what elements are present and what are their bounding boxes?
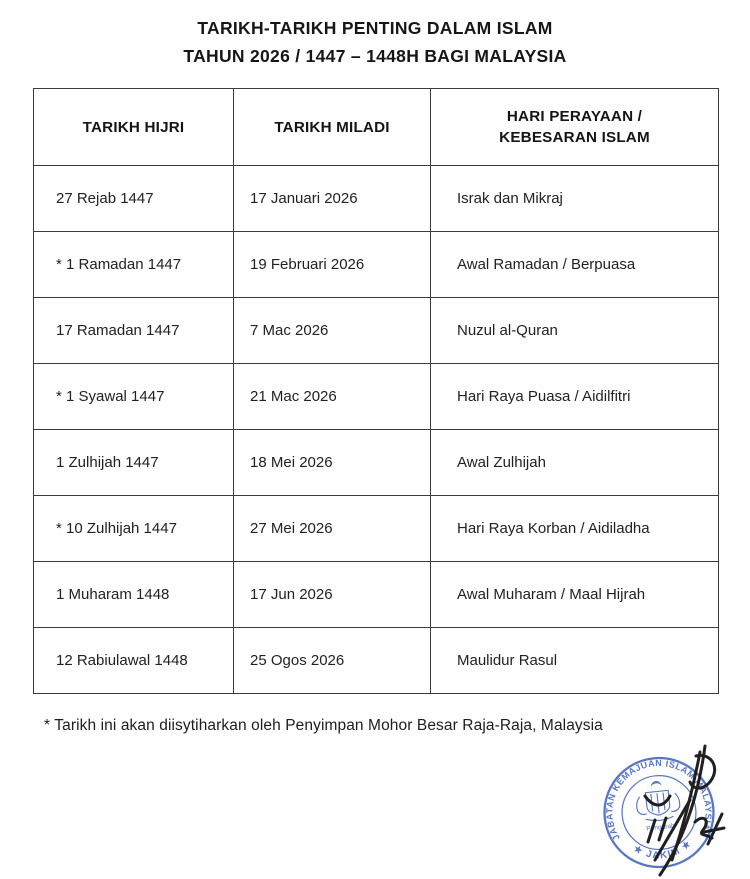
cell-miladi: 18 Mei 2026 xyxy=(234,430,431,496)
header-row xyxy=(34,89,719,166)
cell-miladi: 21 Mac 2026 xyxy=(234,364,431,430)
cell-event: Nuzul al-Quran xyxy=(431,298,719,364)
table-row xyxy=(34,364,719,430)
jakim-seal xyxy=(588,745,730,879)
cell-miladi: 17 Jun 2026 xyxy=(234,562,431,628)
cell-hijri: * 1 Ramadan 1447 xyxy=(34,232,234,298)
cell-hijri: * 10 Zulhijah 1447 xyxy=(34,496,234,562)
coat-of-arms-icon xyxy=(634,779,681,823)
cell-hijri: 12 Rabiulawal 1448 xyxy=(34,628,234,694)
cell-miladi: 25 Ogos 2026 xyxy=(234,628,431,694)
cell-hijri: 1 Zulhijah 1447 xyxy=(34,430,234,496)
footnote: * Tarikh ini akan diisytiharkan oleh Penyimpan Mohor Besar Raja-Raja, Malaysia xyxy=(44,717,603,734)
cell-miladi: 7 Mac 2026 xyxy=(234,298,431,364)
table-row xyxy=(34,562,719,628)
cell-hijri: 17 Ramadan 1447 xyxy=(34,298,234,364)
cell-miladi: 17 Januari 2026 xyxy=(234,166,431,232)
table-row xyxy=(34,298,719,364)
col-header-hari-perayaan: HARI PERAYAAN / KEBESARAN ISLAM xyxy=(431,89,719,166)
col-header-tarikh-hijri: TARIKH HIJRI xyxy=(34,89,234,166)
cell-event: Awal Ramadan / Berpuasa xyxy=(431,232,719,298)
table-row xyxy=(34,628,719,694)
cell-hijri: 27 Rejab 1447 xyxy=(34,166,234,232)
islamic-dates-table xyxy=(33,88,719,694)
page-title xyxy=(0,14,750,70)
cell-miladi: 19 Februari 2026 xyxy=(234,232,431,298)
cell-hijri: 1 Muharam 1448 xyxy=(34,562,234,628)
table-row xyxy=(34,166,719,232)
cell-event: Awal Zulhijah xyxy=(431,430,719,496)
table-row xyxy=(34,496,719,562)
col-header-tarikh-miladi: TARIKH MILADI xyxy=(234,89,431,166)
seal-ring-text: JABATAN KEMAJUAN ISLAM MALAYSIA xyxy=(604,757,714,843)
seal-bottom-text: ★ JAKIM ★ xyxy=(631,837,695,862)
seal-center-text: Pengarah xyxy=(646,822,676,833)
table-row xyxy=(34,232,719,298)
title-line-1: TARIKH-TARIKH PENTING DALAM ISLAM xyxy=(197,18,553,38)
cell-hijri: * 1 Syawal 1447 xyxy=(34,364,234,430)
title-line-2: TAHUN 2026 / 1447 – 1448H BAGI MALAYSIA xyxy=(183,46,567,66)
cell-event: Hari Raya Puasa / Aidilfitri xyxy=(431,364,719,430)
cell-event: Israk dan Mikraj xyxy=(431,166,719,232)
cell-event: Maulidur Rasul xyxy=(431,628,719,694)
cell-miladi: 27 Mei 2026 xyxy=(234,496,431,562)
cell-event: Awal Muharam / Maal Hijrah xyxy=(431,562,719,628)
cell-event: Hari Raya Korban / Aidiladha xyxy=(431,496,719,562)
table-row xyxy=(34,430,719,496)
